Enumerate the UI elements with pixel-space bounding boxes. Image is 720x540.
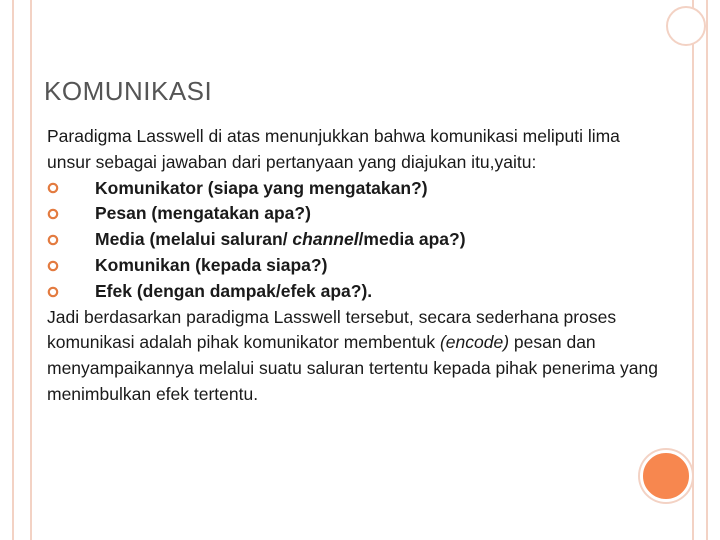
bullet-text: Pesan (mengatakan apa?) [95,203,311,224]
bullet-text-post: /media apa?) [358,229,466,250]
ring-bullet-icon [47,182,59,194]
slide-title: KOMUNIKASI [44,76,213,106]
bullet-list [47,176,667,305]
decorative-circle-outline [666,6,706,46]
frame-line-left [12,0,14,540]
ring-bullet-icon [47,234,59,246]
ring-bullet-icon [47,260,59,272]
list-item [47,253,667,279]
decorative-circle-orange [640,450,692,502]
bullet-text: Komunikan (kepada siapa?) [95,254,328,275]
bullet-text: Komunikator (siapa yang mengatakan?) [95,177,428,198]
list-item [47,176,667,202]
list-item [47,279,667,305]
frame-line-right [692,0,694,540]
bullet-text-pre: Media (melalui saluran/ [95,229,293,250]
slide-body [47,124,667,408]
frame-line-right-outer [706,0,708,540]
intro-paragraph: Paradigma Lasswell di atas menunjukkan bahwa komunikasi meliputi lima unsur sebagai jawaban dari pertanyaan yang diajukan itu,yaitu: [47,126,620,172]
bullet-text: Efek (dengan dampak/efek apa?). [95,280,373,301]
closing-text-pre: Jadi berdasarkan paradigma Lasswell tersebut, secara sederhana proses komunikasi adalah pihak komunikator membentuk [47,306,617,353]
bullet-text [95,227,466,253]
list-item [47,227,667,253]
bullet-text-italic: channel [292,229,359,250]
ring-bullet-icon [47,286,59,298]
ring-bullet-icon [47,208,59,220]
frame-line-left-inner [30,0,32,540]
list-item [47,201,667,227]
closing-text-post: pesan dan menyampaikannya melalui suatu saluran tertentu kepada pihak penerima yang menimbulkan efek tertentu. [47,332,658,404]
closing-text-italic: (encode) [439,332,510,353]
closing-paragraph [47,305,667,408]
